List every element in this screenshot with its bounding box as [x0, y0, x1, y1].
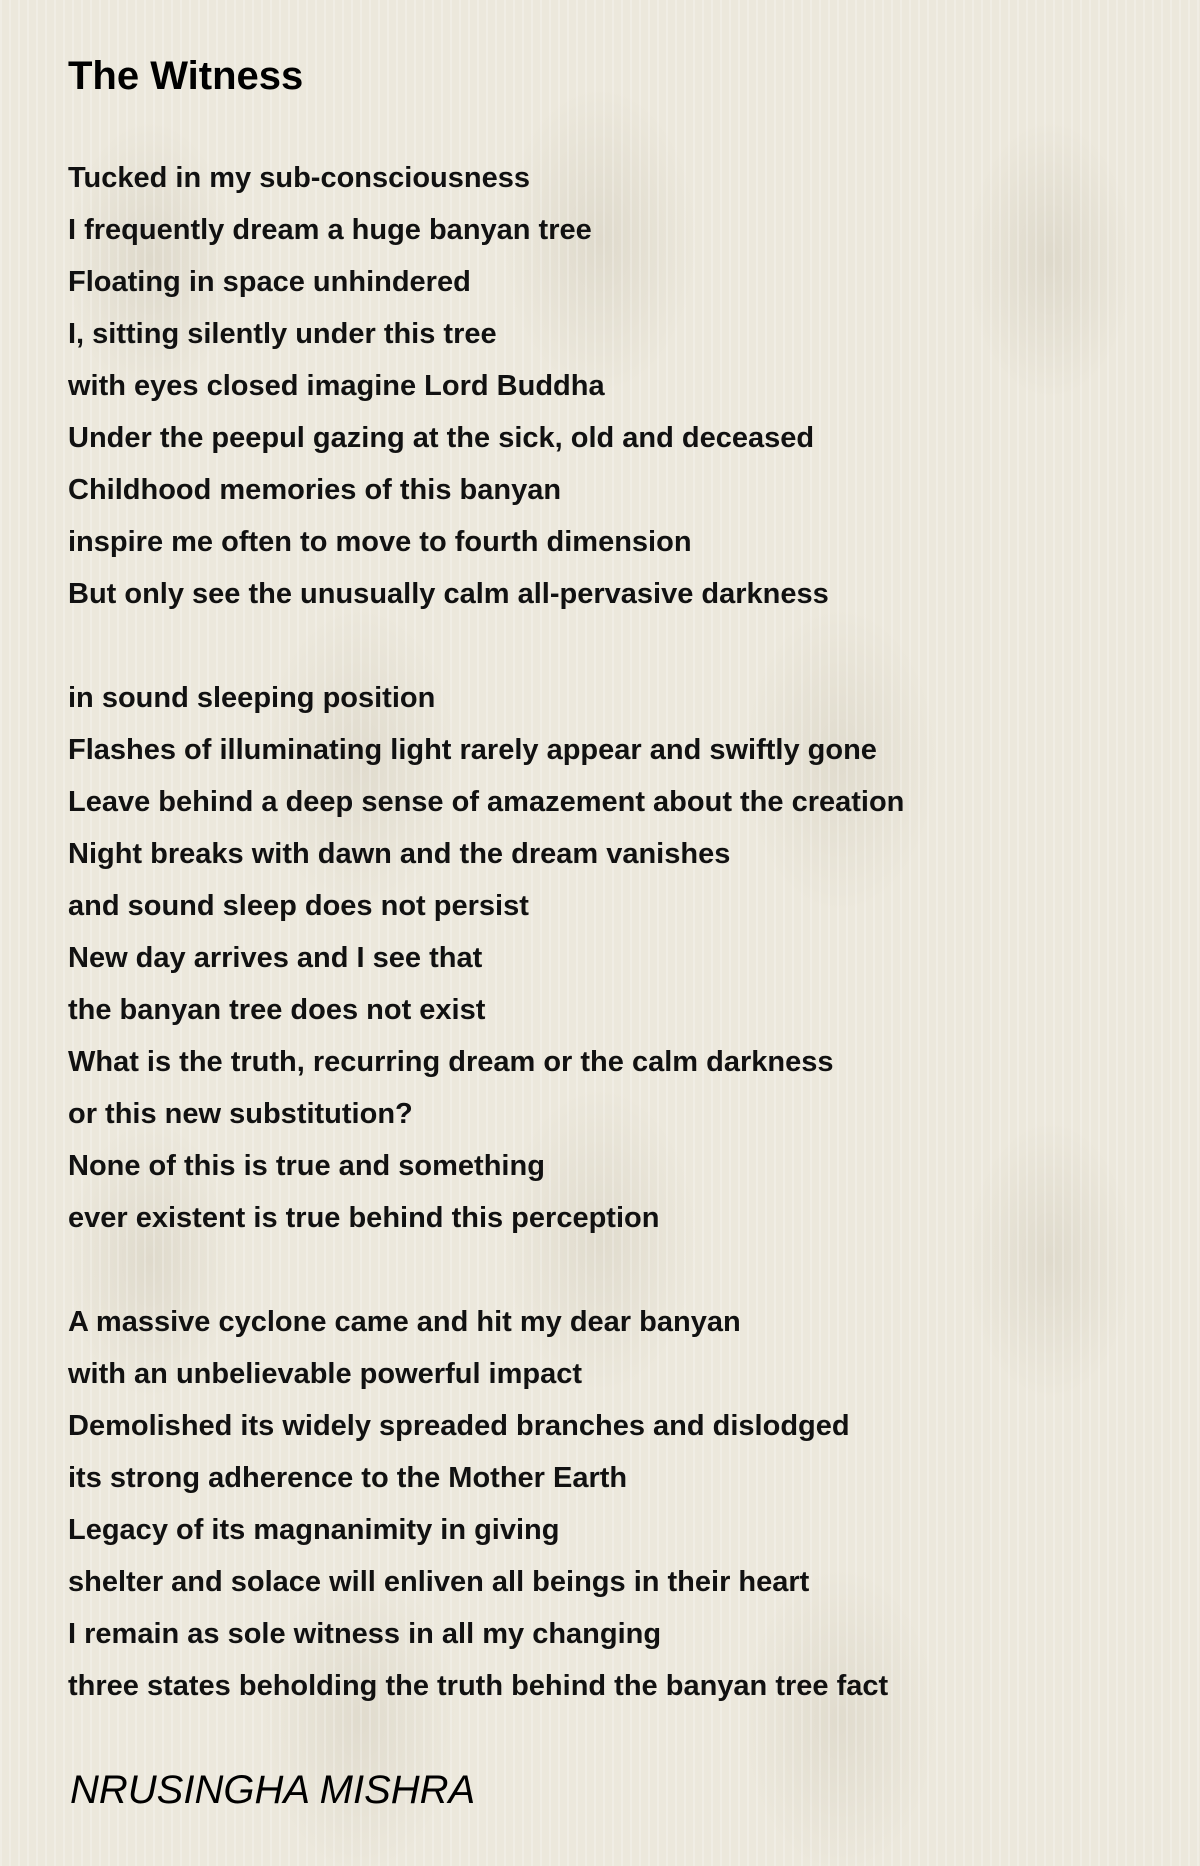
poem-line: its strong adherence to the Mother Earth: [68, 1462, 628, 1494]
poem-line: New day arrives and I see that: [68, 942, 483, 974]
poem-line: inspire me often to move to fourth dimension: [68, 526, 692, 558]
poem-line: and sound sleep does not persist: [68, 890, 529, 922]
poem-line: Childhood memories of this banyan: [68, 474, 562, 506]
poem-line: or this new substitution?: [68, 1098, 413, 1130]
poem-line: ever existent is true behind this perception: [68, 1202, 660, 1234]
poem-line: I, sitting silently under this tree: [68, 318, 497, 350]
poem-line: Under the peepul gazing at the sick, old and deceased: [68, 422, 815, 454]
poem-author: NRUSINGHA MISHRA: [70, 1768, 476, 1812]
poem-line: with an unbelievable powerful impact: [68, 1358, 583, 1390]
poem-line: with eyes closed imagine Lord Buddha: [68, 370, 605, 402]
poem-line: I remain as sole witness in all my changing: [68, 1618, 662, 1650]
poem-line: shelter and solace will enliven all beings in their heart: [68, 1566, 810, 1598]
poem-line: Flashes of illuminating light rarely appear and swiftly gone: [68, 734, 877, 766]
poem-line: Legacy of its magnanimity in giving: [68, 1514, 560, 1546]
stanza-2: [68, 672, 904, 1244]
poem-line: But only see the unusually calm all-pervasive darkness: [68, 578, 829, 610]
poem-line: Night breaks with dawn and the dream vanishes: [68, 838, 731, 870]
poem-line: three states beholding the truth behind the banyan tree fact: [68, 1670, 889, 1702]
poem-line: Floating in space unhindered: [68, 266, 471, 298]
poem-line: Demolished its widely spreaded branches and dislodged: [68, 1410, 850, 1442]
poem-line: the banyan tree does not exist: [68, 994, 486, 1026]
stanza-3: [68, 1296, 888, 1712]
poem-line: I frequently dream a huge banyan tree: [68, 214, 592, 246]
poem-line: Leave behind a deep sense of amazement about the creation: [68, 786, 905, 818]
poem-line: What is the truth, recurring dream or the calm darkness: [68, 1046, 834, 1078]
poem-line: in sound sleeping position: [68, 682, 436, 714]
stanza-1: [68, 152, 829, 620]
poem-line: Tucked in my sub-consciousness: [68, 162, 530, 194]
poem-title: The Witness: [68, 54, 304, 98]
poem-line: None of this is true and something: [68, 1150, 545, 1182]
poem-line: A massive cyclone came and hit my dear banyan: [68, 1306, 741, 1338]
